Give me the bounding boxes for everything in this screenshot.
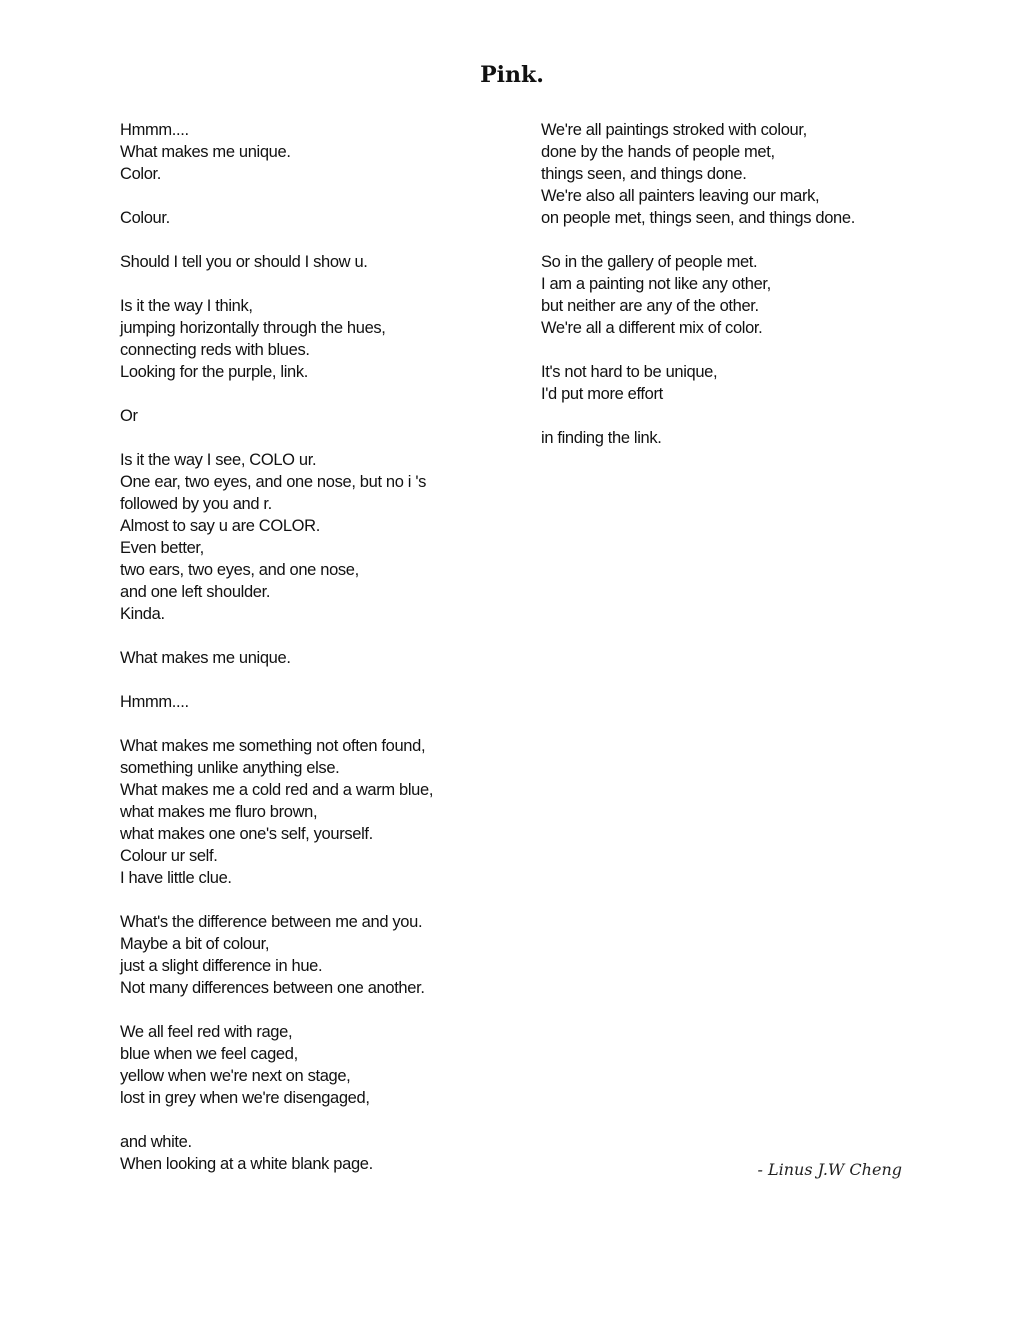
poem-line: I am a painting not like any other, [541,275,771,293]
poem-line: Is it the way I see, COLO ur. [120,451,317,469]
poem-line: jumping horizontally through the hues, [120,319,386,337]
poem-line: and one left shoulder. [120,583,271,601]
poem-line: what makes one one's self, yourself. [120,825,373,843]
poem-stanza [120,1131,520,1175]
poem-line: in finding the link. [541,429,662,447]
poem-line: two ears, two eyes, and one nose, [120,561,359,579]
poem-line: Hmmm.... [120,121,189,139]
poem-line: connecting reds with blues. [120,341,310,359]
poem-line: Kinda. [120,605,165,623]
poem-line: Looking for the purple, link. [120,363,308,381]
poem-line: We're all a different mix of color. [541,319,763,337]
poem-line: done by the hands of people met, [541,143,775,161]
poem-line: what makes me fluro brown, [120,803,318,821]
poem-line: One ear, two eyes, and one nose, but no i 's [120,473,427,491]
poem-author: - Linus J.W Cheng [757,1160,902,1179]
poem-line: something unlike anything else. [120,759,340,777]
poem-line: What's the difference between me and you. [120,913,423,931]
poem-line: and white. [120,1133,192,1151]
poem-column-right [541,119,941,471]
poem-stanza [120,251,520,273]
poem-line: just a slight difference in hue. [120,957,323,975]
poem-line: blue when we feel caged, [120,1045,298,1063]
poem-line: What makes me something not often found, [120,737,426,755]
poem-line: Colour. [120,209,170,227]
poem-line: things seen, and things done. [541,165,747,183]
poem-line: Should I tell you or should I show u. [120,253,368,271]
poem-stanza [541,427,941,449]
poem-stanza [120,295,520,383]
poem-line: I have little clue. [120,869,232,887]
poem-stanza [120,405,520,427]
poem-line: Colour ur self. [120,847,218,865]
poem-line: followed by you and r. [120,495,272,513]
poem-column-left [120,119,520,1197]
poem-stanza [541,361,941,405]
poem-stanza [120,1021,520,1109]
poem-line: lost in grey when we're disengaged, [120,1089,370,1107]
poem-line: We all feel red with rage, [120,1023,293,1041]
poem-title: Pink. [480,62,544,88]
poem-line: but neither are any of the other. [541,297,759,315]
poem-line: Maybe a bit of colour, [120,935,270,953]
poem-line: What makes me unique. [120,649,291,667]
poem-line: Almost to say u are COLOR. [120,517,320,535]
poem-stanza [120,207,520,229]
poem-line: Color. [120,165,162,183]
poem-line: What makes me unique. [120,143,291,161]
poem-line: We're all paintings stroked with colour, [541,121,807,139]
poem-stanza [120,911,520,999]
poem-line: It's not hard to be unique, [541,363,718,381]
poem-stanza [120,449,520,625]
poem-line: Not many differences between one another. [120,979,425,997]
poem-line: Or [120,407,138,425]
poem-line: Is it the way I think, [120,297,253,315]
poem-stanza [120,119,520,185]
poem-line: Even better, [120,539,204,557]
poem-line: What makes me a cold red and a warm blue, [120,781,434,799]
poem-line: on people met, things seen, and things done. [541,209,855,227]
poem-line: Hmmm.... [120,693,189,711]
poem-stanza [120,735,520,889]
poem-line: When looking at a white blank page. [120,1155,373,1173]
poem-line: yellow when we're next on stage, [120,1067,351,1085]
poem-line: I'd put more effort [541,385,663,403]
poem-stanza [541,119,941,229]
poem-line: So in the gallery of people met. [541,253,758,271]
poem-line: We're also all painters leaving our mark, [541,187,820,205]
poem-stanza [120,691,520,713]
poem-stanza [120,647,520,669]
poem-stanza [541,251,941,339]
